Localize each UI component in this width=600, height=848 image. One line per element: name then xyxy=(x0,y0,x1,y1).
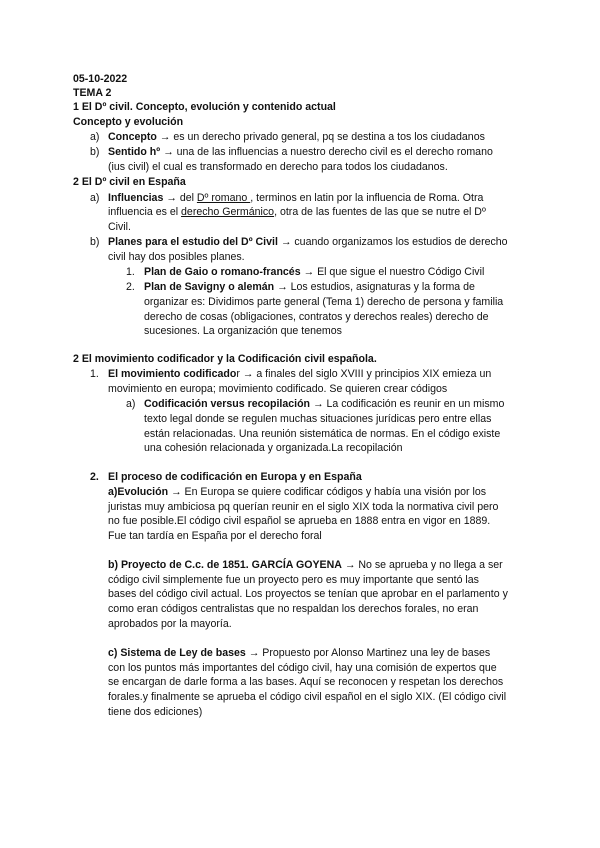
proyecto-item: b) Proyecto de C.c. de 1851. GARCÍA GOYENA → No se aprueba y no llega a ser xyxy=(108,559,503,571)
influencias-item-line: influencia es el derecho Germánico, otra de las fuentes de las que se nutre el Dº xyxy=(108,206,486,218)
list-marker: b) xyxy=(90,146,100,158)
concepto-item: Concepto → es un derecho privado general, pq se destina a tos los ciudadanos xyxy=(108,131,485,143)
list-marker: 2. xyxy=(90,471,99,483)
list-marker: a) xyxy=(90,192,100,204)
evolucion-item: a)Evolución → En Europa se quiere codificar códigos y había una visión por los xyxy=(108,486,487,498)
sentido-item-line: (ius civil) el cual es transformado en derecho para todos los ciudadanos. xyxy=(108,161,448,173)
ley-bases-line: se encargan de darle forma a las bases. Aquí se reconocen y respetan los derechos xyxy=(108,676,504,688)
plan-gaio-item: Plan de Gaio o romano-francés → El que sigue el nuestro Código Civil xyxy=(144,266,485,278)
plan-savigny-line: organizar es: Dividimos parte general (Tema 1) derecho de persona y familia xyxy=(144,296,504,308)
section-1-subheading: Concepto y evolución xyxy=(73,116,184,128)
list-marker: 2. xyxy=(126,281,135,293)
plan-savigny-line: sucesiones. La organización que tenemos xyxy=(144,325,342,337)
date: 05-10-2022 xyxy=(73,73,128,85)
proyecto-line: bases del código civil actual. Los proyectos se tenían que aprobar en el parlamento y xyxy=(108,588,508,600)
codificacion-line: están relacionadas. Una reunión sistemática de normas. En el código existe xyxy=(144,428,501,440)
list-marker: a) xyxy=(126,398,136,410)
codificacion-line: texto legal donde se regulen muchas situaciones jurídicas pero entre ellas xyxy=(144,413,492,425)
planes-item-line: civil hay dos posibles planes. xyxy=(108,251,245,263)
list-marker: b) xyxy=(90,236,100,248)
section-1-heading: 1 El Dº civil. Concepto, evolución y contenido actual xyxy=(73,101,336,113)
ley-bases-line: forales.y finalmente se aprueba el código civil español en el siglo XIX. (El código civil xyxy=(108,691,507,703)
evolucion-line: no fue posible.El código civil español se aprueba en 1888 entra en vigor en 1889. xyxy=(108,515,491,527)
movimiento-item: El movimiento codificador → a finales del siglo XVIII y principios XIX emieza un xyxy=(108,368,492,380)
list-marker: 1. xyxy=(90,368,99,380)
proyecto-line: como eran códigos centralistas que no respaldan los derechos forales, no eran xyxy=(108,603,479,615)
proyecto-line: código civil simplemente fue un proyecto pero es muy importante que sentó las xyxy=(108,574,479,586)
ley-bases-line: tiene dos ediciones) xyxy=(108,706,203,718)
topic-title: TEMA 2 xyxy=(73,87,112,99)
codificacion-line: una cohesión relacionada y organizada.La recopilación xyxy=(144,442,403,454)
proyecto-line: aprobados por la mayoría. xyxy=(108,618,232,630)
movimiento-item-line: movimiento en europa; movimiento codificado. Se quieren crear códigos xyxy=(108,383,448,395)
section-2-heading: 2 El Dº civil en España xyxy=(73,176,186,188)
codificacion-item: Codificación versus recopilación → La codificación es reunir en un mismo xyxy=(144,398,505,410)
plan-savigny-line: derecho de cosas (obligaciones, contratos y derechos reales) derecho de xyxy=(144,311,489,323)
ley-bases-line: con los puntos más importantes del código civil, hay una comisión de expertos que xyxy=(108,662,497,674)
influencias-item: Influencias → del Dº romano , terminos en latin por la influencia de Roma. Otra xyxy=(108,192,484,204)
evolucion-line: Fue tan tardía en España por el derecho foral xyxy=(108,530,322,542)
planes-item: Planes para el estudio del Dº Civil → cuando organizamos los estudios de derecho xyxy=(108,236,508,248)
evolucion-line: juristas muy ambiciosa pq querían reunir en el siglo XIX toda la normativa civil pero xyxy=(108,501,499,513)
section-3-heading: 2 El movimiento codificador y la Codificación civil española. xyxy=(73,353,377,365)
sentido-item: Sentido hº → una de las influencias a nuestro derecho civil es el derecho romano xyxy=(108,146,493,158)
list-marker: 1. xyxy=(126,266,135,278)
plan-savigny-item: Plan de Savigny o alemán → Los estudios, asignaturas y la forma de xyxy=(144,281,475,293)
influencias-item-line: Civil. xyxy=(108,221,131,233)
list-marker: a) xyxy=(90,131,100,143)
proceso-heading: El proceso de codificación en Europa y en España xyxy=(108,471,362,483)
ley-bases-item: c) Sistema de Ley de bases → Propuesto por Alonso Martinez una ley de bases xyxy=(108,647,491,659)
